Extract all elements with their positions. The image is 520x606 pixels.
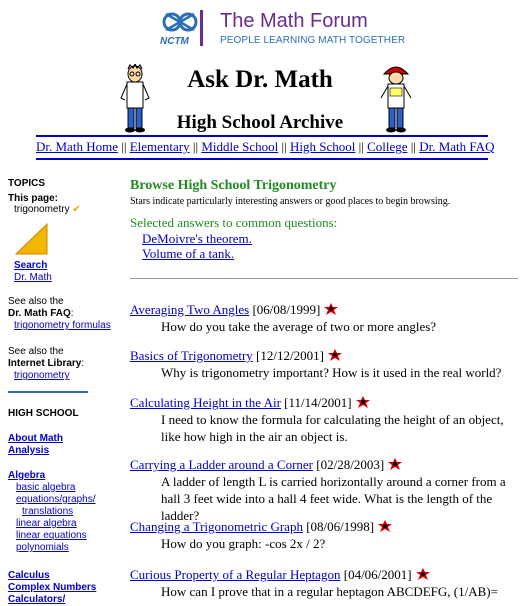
linear-algebra-link[interactable]: linear algebra — [16, 518, 77, 529]
star-icon — [415, 568, 431, 580]
entry-date: [08/06/1998] — [306, 519, 375, 534]
nav-separator: || — [121, 139, 127, 154]
about-math-link[interactable]: About Math — [8, 433, 63, 444]
nav-separator: || — [410, 139, 416, 154]
entry-title-link[interactable]: Averaging Two Angles — [130, 302, 250, 317]
about-analysis-link[interactable]: Analysis — [8, 445, 50, 456]
star-icon — [387, 458, 403, 470]
entry-question: How do you take the average of two or more angles? — [161, 319, 437, 334]
nav-separator: || — [192, 139, 199, 154]
entry-question: I need to know the formula for calculating the height of an object, like how high in the air an object is. — [161, 412, 504, 444]
top-navigation — [36, 135, 495, 160]
content-divider — [130, 278, 518, 279]
star-icon — [377, 520, 393, 532]
entry-question: A ladder of length L is carried horizontally around a corner from a hall 3 feet wide into a hall 4 feet wide. What is the length of the ladder? — [161, 474, 506, 523]
entry-date: [12/12/2001] — [256, 348, 324, 363]
entry-question: How do you graph: -cos 2x / 2? — [161, 536, 326, 551]
equations-graphs-link[interactable]: equations/graphs/ — [16, 494, 96, 505]
nav-middle-school[interactable]: Middle School — [201, 139, 279, 154]
calculators-link[interactable]: Calculators/ — [8, 594, 66, 605]
entry-title-link[interactable]: Curious Property of a Regular Heptagon — [130, 567, 341, 582]
archive-title: High School Archive — [176, 112, 344, 133]
entry-date: [06/08/1999] — [252, 302, 321, 317]
list-item — [130, 395, 515, 445]
brand-org: NCTM — [160, 36, 189, 47]
site-title: Ask Dr. Math — [187, 66, 333, 93]
browse-heading: Browse High School Trigonometry — [130, 178, 337, 193]
list-item — [130, 519, 515, 552]
nav-college[interactable]: College — [367, 139, 408, 154]
search-triangle-icon[interactable] — [14, 222, 50, 256]
star-icon — [327, 349, 343, 361]
entry-question: Why is trigonometry important? How is it used in the real world? — [161, 365, 502, 380]
brand-tagline: PEOPLE LEARNING MATH TOGETHER — [220, 35, 406, 46]
algebra-link[interactable]: Algebra — [8, 470, 46, 481]
calculus-link[interactable]: Calculus — [8, 570, 50, 581]
brand-title: The Math Forum — [220, 10, 368, 32]
library-label: Internet Library — [8, 358, 82, 369]
list-item — [130, 567, 515, 600]
math-forum-logo[interactable] — [158, 8, 406, 50]
entry-question: How can I prove that in a regular heptagon ABCDEFG, (1/AB)= — [161, 584, 498, 599]
nav-high-school[interactable]: High School — [289, 139, 356, 154]
sidebar-divider — [8, 391, 88, 393]
entry-date: [02/28/2003] — [316, 457, 385, 472]
topics-heading: TOPICS — [8, 178, 46, 189]
see-also-text: See also the — [8, 346, 64, 357]
this-page-label: This page: — [8, 193, 59, 204]
search-link[interactable]: Search — [14, 260, 48, 271]
entry-title-link[interactable]: Basics of Trigonometry — [130, 348, 253, 363]
entry-title-link[interactable]: Changing a Trigonometric Graph — [130, 519, 303, 534]
basic-algebra-link[interactable]: basic algebra — [16, 482, 76, 493]
faq-trig-formulas-link[interactable]: trigonometry formulas — [14, 320, 111, 331]
faq-colon: : — [70, 308, 74, 319]
list-item — [130, 302, 515, 335]
high-school-heading: HIGH SCHOOL — [8, 408, 79, 419]
entry-title-link[interactable]: Carrying a Ladder around a Corner — [130, 457, 314, 472]
star-icon — [323, 303, 339, 315]
linear-equations-link[interactable]: linear equations — [16, 530, 87, 541]
see-also-text: See also the — [8, 296, 64, 307]
current-topic: trigonometry — [14, 204, 70, 215]
entry-date: [11/14/2001] — [284, 395, 352, 410]
main-content — [130, 178, 515, 261]
nav-dr-math-faq[interactable]: Dr. Math FAQ — [419, 139, 495, 154]
complex-numbers-link[interactable]: Complex Numbers — [8, 582, 97, 593]
library-trig-link[interactable]: trigonometry — [14, 370, 70, 381]
stars-note: Stars indicate particularly interesting answers or good places to begin browsing. — [130, 196, 451, 207]
library-colon: : — [81, 358, 85, 369]
search-dr-math-link[interactable]: Dr. Math — [14, 272, 52, 283]
common-volume-tank-link[interactable]: Volume of a tank. — [142, 246, 235, 261]
nav-separator: || — [281, 139, 287, 154]
nav-separator: || — [358, 139, 364, 154]
selected-answers-label: Selected answers to common questions: — [130, 215, 338, 230]
list-item — [130, 348, 515, 381]
list-item — [130, 457, 515, 524]
star-icon — [355, 396, 371, 408]
entry-date: [04/06/2001] — [343, 567, 412, 582]
nav-elementary[interactable]: Elementary — [129, 139, 190, 154]
nav-dr-math-home[interactable]: Dr. Math Home — [36, 139, 118, 154]
entry-title-link[interactable]: Calculating Height in the Air — [130, 395, 281, 410]
check-mark-icon: ✔ — [72, 204, 81, 215]
faq-label: Dr. Math FAQ — [8, 308, 71, 319]
translations-link[interactable]: translations — [22, 506, 74, 517]
polynomials-link[interactable]: polynomials — [16, 542, 69, 553]
common-demoivre-link[interactable]: DeMoivre's theorem. — [142, 231, 252, 246]
